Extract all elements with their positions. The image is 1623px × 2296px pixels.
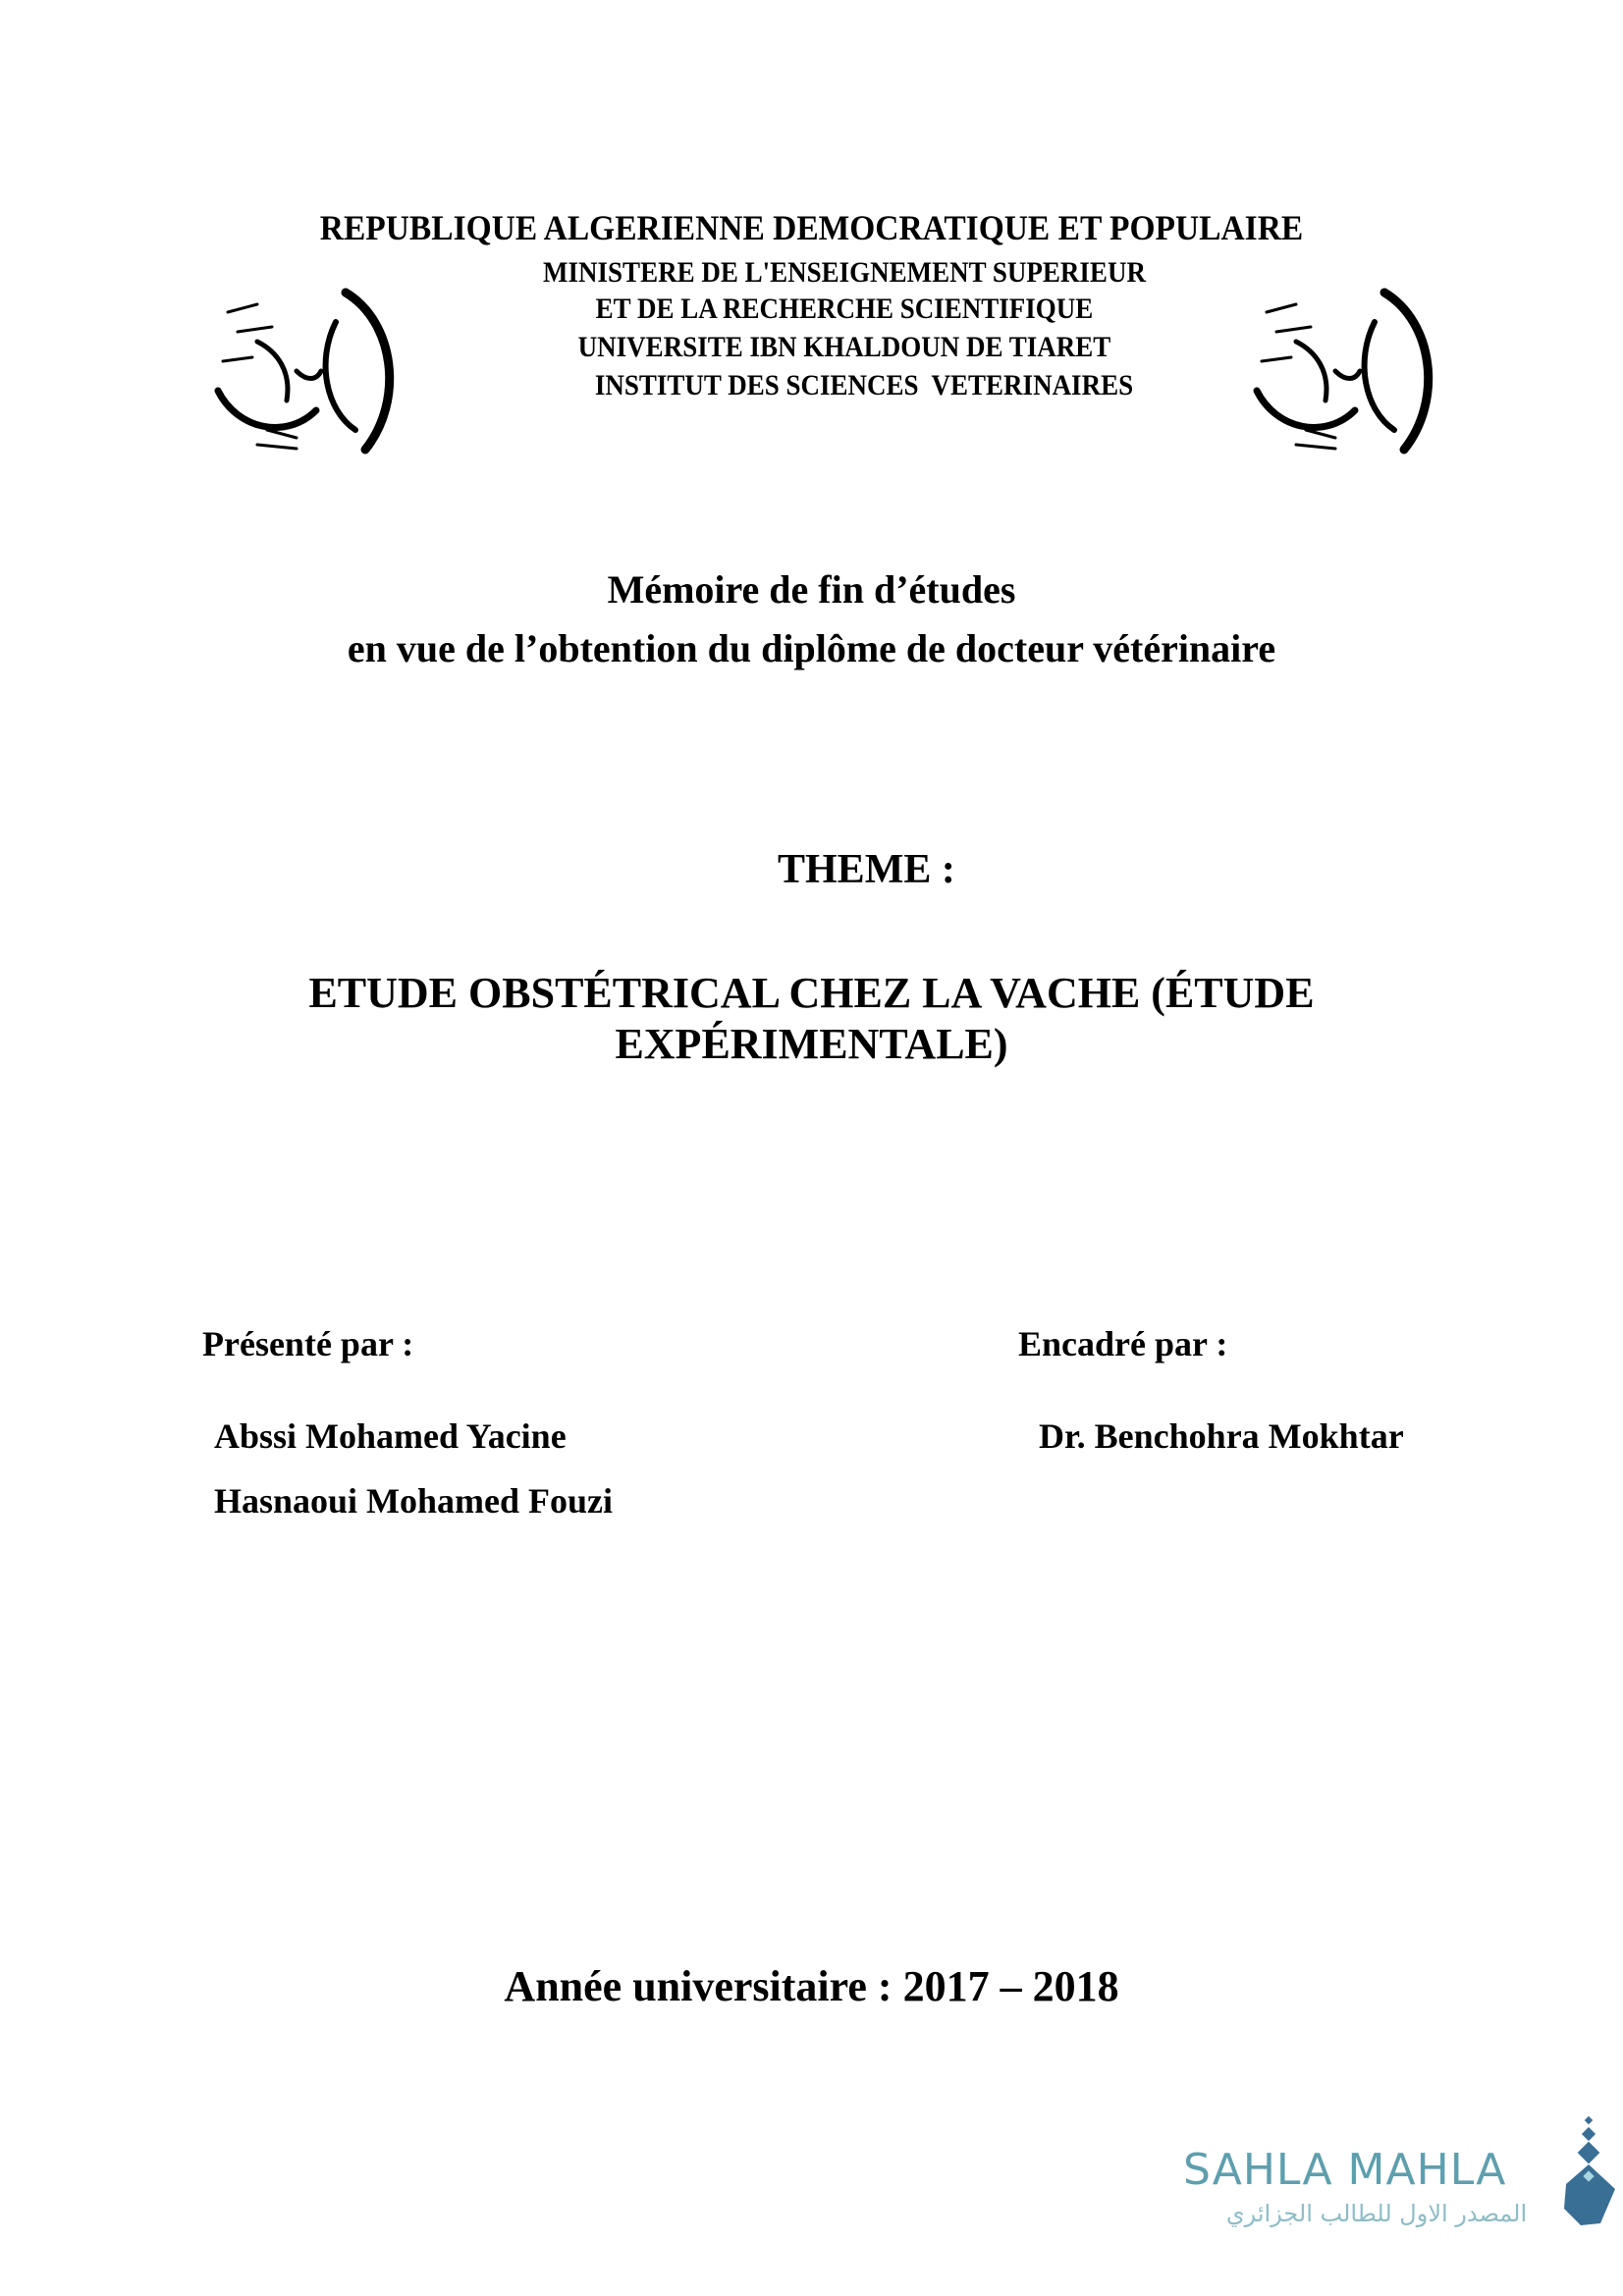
author-2: Hasnaoui Mohamed Fouzi [214, 1481, 614, 1521]
academic-year: Année universitaire : 2017 – 2018 [504, 1962, 1119, 2010]
author-1: Abssi Mohamed Yacine [214, 1416, 567, 1456]
ministry-line-1: MINISTERE DE L'ENSEIGNEMENT SUPERIEUR [543, 256, 1146, 289]
ministry-line-2: ET DE LA RECHERCHE SCIENTIFIQUE [595, 293, 1094, 325]
republic-heading: REPUBLIQUE ALGERIENNE DEMOCRATIQUE ET POPULAIRE [319, 208, 1304, 247]
presented-by-label: Présenté par : [202, 1324, 414, 1363]
sahla-mahla-watermark [1173, 2115, 1620, 2233]
theme-title-line-1: ETUDE OBSTÉTRICAL CHEZ LA VACHE (ÉTUDE [308, 969, 1315, 1017]
theme-label: THEME : [778, 847, 955, 892]
watermark-brand: SAHLA MAHLA [1183, 2145, 1507, 2195]
theme-title-line-2: EXPÉRIMENTALE) [615, 1020, 1008, 1068]
institute-name: INSTITUT DES SCIENCES VETERINAIRES [594, 369, 1134, 401]
supervised-by-label: Encadré par : [1018, 1324, 1228, 1363]
memoire-line-1: Mémoire de fin d’études [607, 567, 1016, 612]
memoire-line-2: en vue de l’obtention du diplôme de docteur vétérinaire [347, 626, 1276, 670]
supervisor-name: Dr. Benchohra Mokhtar [1039, 1416, 1404, 1456]
watermark-tagline: المصدر الاول للطالب الجزائري [1225, 2200, 1528, 2227]
university-logo-left [198, 283, 408, 457]
university-name: UNIVERSITE IBN KHALDOUN DE TIARET [577, 331, 1111, 363]
sahla-mahla-logo-icon [1561, 2115, 1620, 2233]
university-logo-right [1237, 283, 1447, 457]
